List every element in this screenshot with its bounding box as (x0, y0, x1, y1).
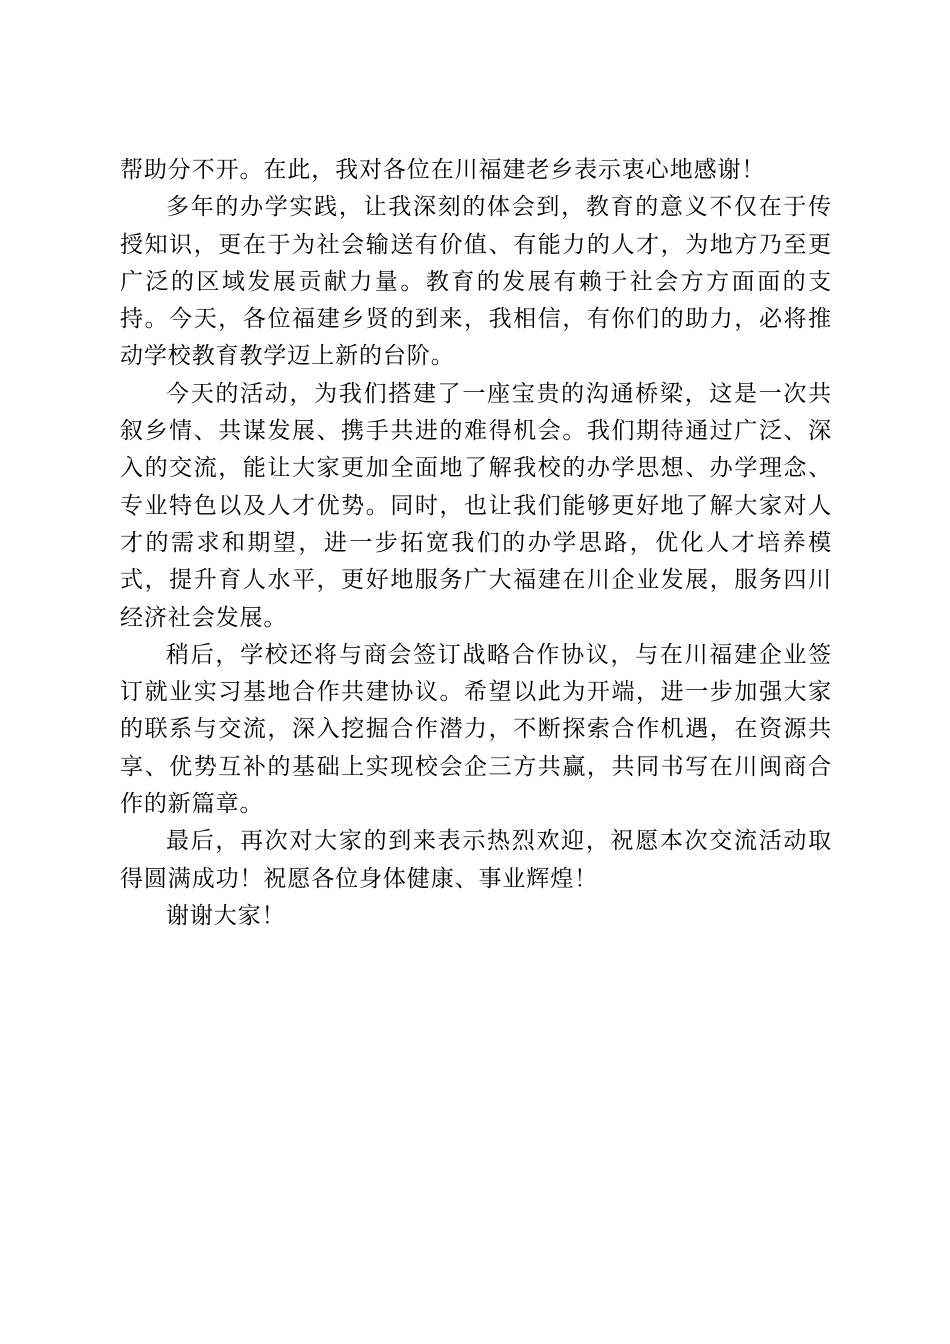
paragraph-activity-bridge: 今天的活动，为我们搭建了一座宝贵的沟通桥梁，这是一次共叙乡情、共谋发展、携手共进的难得机会。我们期待通过广泛、深入的交流，能让大家更加全面地了解我校的办学思想、办学理念、专业特色以及人才优势。同时，也让我们能够更好地了解大家对人才的需求和期望，进一步拓宽我们的办学思路，优化人才培养模式，提升育人水平，更好地服务广大福建在川企业发展，服务四川经济社会发展。 (120, 380, 832, 631)
paragraph-cooperation-agreement: 稍后，学校还将与商会签订战略合作协议，与在川福建企业签订就业实习基地合作共建协议。希望以此为开端，进一步加强大家的联系与交流，深入挖掘合作潜力，不断探索合作机遇，在资源共享、优势互补的基础上实现校会企三方共赢，共同书写在川闽商合作的新篇章。 (120, 641, 832, 818)
paragraph-continuation: 帮助分不开。在此，我对各位在川福建老乡表示衷心地感谢！ (120, 157, 766, 183)
document-body (120, 152, 832, 935)
paragraph-thanks: 谢谢大家！ (166, 902, 286, 929)
paragraph-closing-wishes: 最后，再次对大家的到来表示热烈欢迎，祝愿本次交流活动取得圆满成功！祝愿各位身体健康、事业辉煌！ (120, 828, 832, 892)
paragraph-education-meaning: 多年的办学实践，让我深刻的体会到，教育的意义不仅在于传授知识，更在于为社会输送有价值、有能力的人才，为地方乃至更广泛的区域发展贡献力量。教育的发展有赖于社会方方面面的支持。今天，各位福建乡贤的到来，我相信，有你们的助力，必将推动学校教育教学迈上新的台阶。 (120, 194, 832, 370)
